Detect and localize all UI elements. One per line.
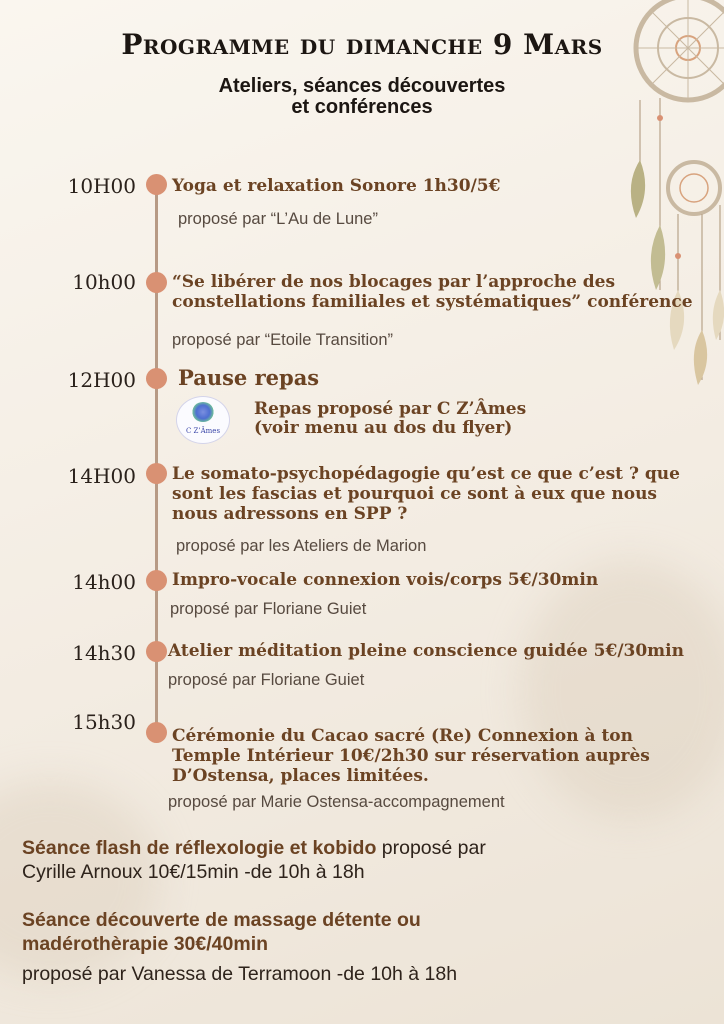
schedule-time: 10H00	[67, 174, 136, 198]
repas-line: Repas proposé par C Z’Âmes	[254, 399, 527, 419]
schedule-title-line: Le somato-psychopédagogie qu’est ce que c’est ? que	[172, 464, 680, 484]
timeline-dot	[146, 722, 167, 743]
schedule-time: 14H00	[67, 464, 136, 488]
extra-line	[22, 836, 702, 860]
subtitle-line: Ateliers, séances découvertes	[218, 75, 506, 97]
schedule-presenter: proposé par Marie Ostensa-accompagnement	[168, 793, 505, 811]
schedule-presenter: proposé par “L’Au de Lune”	[178, 210, 378, 228]
extra-text: proposé par	[376, 837, 486, 859]
repas-line: (voir menu au dos du flyer)	[254, 418, 513, 438]
schedule-title-line: nous adressons en SPP ?	[172, 504, 408, 524]
extra-title	[22, 932, 702, 956]
schedule-title-line: Temple Intérieur 10€/2h30 sur réservation auprès	[172, 746, 650, 766]
schedule-title-line: “Se libérer de nos blocages par l’approche des	[172, 272, 616, 292]
schedule-presenter: proposé par Floriane Guiet	[170, 600, 367, 618]
schedule-title-line: Cérémonie du Cacao sacré (Re) Connexion à ton	[172, 726, 634, 746]
schedule-title	[172, 464, 718, 524]
schedule-title: Impro-vocale connexion vois/corps 5€/30min	[172, 570, 599, 590]
schedule-title: Yoga et relaxation Sonore 1h30/5€	[172, 176, 501, 196]
subtitle-line: et conférences	[291, 96, 433, 118]
schedule-time: 15h30	[72, 710, 136, 734]
schedule-title-line: constellations familiales et systématiques” conférence	[172, 292, 693, 312]
extra-line: Cyrille Arnoux 10€/15min -de 10h à 18h	[22, 861, 365, 883]
logo-text: C Z’Âmes	[185, 427, 221, 435]
extra-title	[22, 908, 702, 932]
schedule-time: 10h00	[72, 270, 136, 294]
schedule-title-line: sont les fascias et pourquoi ce sont à eux que nous	[172, 484, 658, 504]
timeline-dot	[146, 272, 167, 293]
schedule-title: Pause repas	[178, 365, 320, 390]
schedule-time: 12H00	[67, 368, 136, 392]
extra-session	[22, 908, 702, 986]
schedule-presenter: proposé par Floriane Guiet	[168, 671, 365, 689]
extra-title: Séance flash de réflexologie et kobido	[22, 837, 377, 859]
timeline-dot	[146, 570, 167, 591]
extra-title-line: madérothèrapie 30€/40min	[22, 933, 269, 955]
c-zames-logo	[176, 396, 230, 444]
page-title: Programme du dimanche 9 Mars	[121, 28, 603, 61]
schedule-presenter: proposé par les Ateliers de Marion	[176, 537, 427, 555]
extra-line: proposé par Vanessa de Terramoon -de 10h à 18h	[22, 963, 458, 985]
timeline-dot	[146, 641, 167, 662]
schedule-title: Atelier méditation pleine conscience guidée 5€/30min	[168, 641, 684, 661]
tree-icon	[192, 402, 214, 422]
timeline-dot	[146, 368, 167, 389]
page-subtitle	[0, 76, 724, 118]
schedule-title	[172, 272, 718, 312]
schedule-title-line: D’Ostensa, places limitées.	[172, 766, 429, 786]
schedule-time: 14h00	[72, 570, 136, 594]
schedule-presenter: proposé par “Etoile Transition”	[172, 331, 394, 349]
extra-title-line: Séance découverte de massage détente ou	[22, 909, 421, 931]
timeline-dot	[146, 174, 167, 195]
schedule-time: 14h30	[72, 641, 136, 665]
repas-info	[254, 400, 654, 438]
schedule-title	[172, 726, 718, 786]
timeline-dot	[146, 463, 167, 484]
extra-session	[22, 836, 702, 884]
